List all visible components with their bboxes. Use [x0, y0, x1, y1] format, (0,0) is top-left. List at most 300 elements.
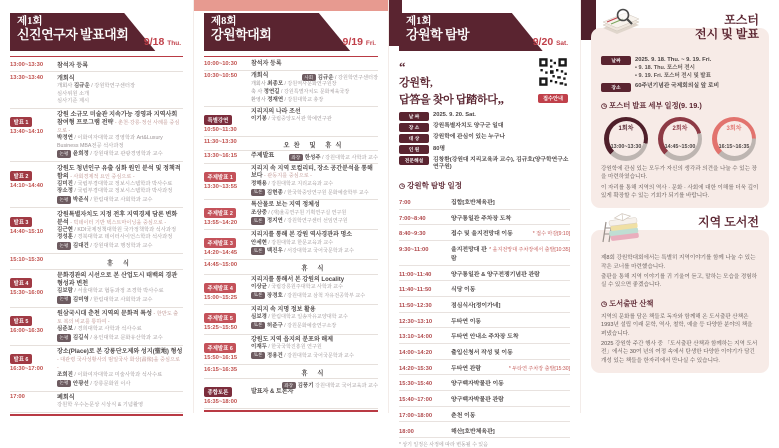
speaker-name: 윤희정 [72, 151, 89, 158]
schedule-footnote: * 상기 일정은 사정에 따라 변동될 수 있음 [399, 442, 488, 448]
speaker-name: 심보경 [251, 314, 267, 321]
speaker-name: 최종모 [267, 81, 284, 88]
session-row [204, 230, 378, 260]
day1-header [10, 13, 183, 51]
session-title: 지리지를 통해 본 강원 역사경관과 명소 [251, 232, 353, 239]
publisher-section-title-text: 도서출판 산책 [609, 298, 654, 308]
session-badge: 주제발표 6 [204, 343, 236, 353]
chair-tag: 좌장 [282, 382, 296, 389]
session-time: 13:00~13:30 [10, 61, 44, 68]
itinerary-time: 17:00~18:00 [399, 412, 433, 419]
session-row [204, 107, 378, 137]
comment-tag: 논평 [57, 150, 71, 158]
poster-rounds [601, 117, 759, 161]
speaker-affiliation: / 서강대학교 국어국문학과 교수 [282, 248, 354, 255]
session-row [204, 335, 378, 365]
itinerary-row [399, 194, 570, 210]
session-time: 10:50~11:30 [204, 126, 237, 133]
speaker-name: 허준구 [266, 322, 283, 329]
session-row [204, 365, 378, 380]
speaker-affiliation: / 강원대학교 총장 [283, 96, 324, 103]
session-time-cell [204, 262, 251, 272]
speaker-line [57, 196, 183, 205]
speaker-affiliation: / 국립부경대학교 정보시스템학과 박사과정 [72, 188, 173, 195]
session-body [251, 61, 378, 69]
speaker-line [251, 314, 378, 322]
session-title-line [57, 211, 183, 227]
speaker-affiliation: / 국립부경대학교 정보시스템학과 박사수료 [72, 180, 173, 187]
itinerary-activity: 춘천 이동 [451, 412, 476, 419]
speaker-line [57, 234, 183, 242]
itinerary-time: 14:20~15:30 [399, 365, 433, 372]
round-time: 16:15~16:35 [718, 144, 750, 151]
session-body [251, 202, 378, 228]
comment-tag: 논평 [57, 196, 71, 204]
day2-date-value: 9/19 [342, 36, 363, 48]
session-badge: 특별강연 [204, 115, 232, 125]
day3-quote-block [399, 57, 570, 108]
session-subtitle: - 관동지를 중심으로 - [262, 173, 312, 180]
session-time: 10:00~10:30 [204, 61, 238, 67]
clock-icon: ◷ [399, 182, 406, 190]
poster-card [591, 13, 769, 208]
publisher-description-1: 지역의 문화를 담은 책들로 독자와 함께해 온 도서출판 산책은 1993년 설립 이래 문학, 역사, 철학, 예술 등 다양한 분야의 책을 펴냈습니다. [601, 313, 753, 337]
session-time-cell [204, 73, 251, 104]
info-sub-item: • 9. 18. Thu. 포스터 전시 [635, 65, 695, 72]
session-row [10, 392, 183, 413]
round-ring-inner [717, 121, 752, 156]
session-title: 지리지를 통해서 본 강원의 Locality [251, 276, 345, 283]
info-sub-item: • 9. 19. Fri. 포스터 전시 및 발표 [635, 73, 711, 80]
session-time-cell [10, 111, 57, 159]
session-subtitle: - 한반도 출토 복의 비교를 통하여 - [57, 311, 179, 326]
info-label-badge: 장 소 [399, 123, 429, 132]
itinerary-time: 8:40~9:30 [399, 231, 426, 238]
session-time-cell [10, 165, 57, 206]
itinerary-row [399, 297, 570, 313]
itinerary-activity: 접수 및 을지전망대 이동 [451, 231, 513, 238]
itinerary-activity: 식당 이동 [451, 287, 476, 294]
session-badge: 주제발표 1 [204, 172, 236, 182]
session-body [251, 139, 378, 149]
session-title-line [57, 75, 183, 83]
round-label: 3회차 [726, 126, 742, 133]
session-time: 13:40~14:10 [10, 129, 44, 136]
speaker-line: 강원학 우수논문상 시상식 & 기념촬영 [57, 402, 144, 409]
break-label: 휴 식 [301, 369, 328, 377]
session-time: 15:50~16:15 [204, 354, 238, 361]
speaker-name: 정지연 [266, 218, 283, 225]
itinerary-row [399, 313, 570, 329]
day2-session-list [204, 59, 378, 409]
day1-title-line2: 신진연구자 발표대회 [17, 26, 129, 42]
day3-header [399, 13, 570, 51]
round-label: 1회차 [618, 126, 634, 133]
session-time-cell [204, 109, 251, 135]
speaker-name: 이재두 [251, 344, 267, 351]
itinerary-time: 11:00~11:40 [399, 271, 432, 278]
session-time: 13:30~16:15 [204, 153, 238, 160]
session-time: 15:00~15:25 [204, 294, 238, 301]
bookfair-books-icon [599, 208, 643, 251]
session-time: 15:25~15:50 [204, 324, 238, 331]
session-title-line [57, 272, 183, 288]
itinerary-row [399, 375, 570, 391]
session-title-line [251, 153, 378, 161]
day2-day-label: Fri. [365, 40, 376, 47]
speaker-line [57, 83, 183, 91]
session-row [204, 200, 378, 230]
session-title-line [251, 166, 378, 181]
chair-affiliation: 강원대학교 국어교육과 교수 [313, 383, 378, 390]
speaker-name: 정연길 [263, 88, 280, 95]
poster-title-line1: 포스터 [724, 13, 759, 27]
speaker-name: 이기봉 [251, 116, 267, 123]
speaker-affiliation: / 강원문화예술연구소장 [282, 322, 337, 329]
session-time: 14:45~15:00 [204, 262, 238, 269]
itinerary-row [399, 360, 570, 376]
session-body [251, 73, 378, 104]
itinerary-time: 15:40~17:00 [399, 397, 433, 404]
session-title-line [251, 202, 378, 210]
break-label: 휴 식 [107, 259, 133, 267]
slogan-line1: 강원학, [399, 77, 433, 89]
speaker-affiliation: / 한림대학교 일송자유교양대학 교수 [266, 314, 348, 321]
session-badge: 주제발표 4 [204, 283, 236, 293]
speaker-affiliation: / 용인대학교 문화유산학과 교수 [88, 335, 163, 341]
speaker-name: 안광선 [72, 380, 89, 387]
fieldtrip-schedule-title [399, 180, 570, 191]
speaker-line [251, 210, 378, 218]
session-title: 지리지 속 지역 로컬리티, 장소 공간분석을 통해 보다 - 관동지를 중심으로 - [251, 165, 373, 180]
speaker-line: 심사기준 제시 [57, 98, 90, 105]
speaker-affiliation: / 한림대학교 사회학과 교수 [88, 296, 153, 303]
round-ring [604, 117, 648, 161]
bookfair-description-1: 제8회 강원학대회에서는 특별히 지역이야기를 함께 나눌 수 있는 작은 코너를 마련했습니다. [601, 255, 756, 270]
poster-description-1: 강원학에 관심 있는 모두가 자신의 생각과 의견을 나눌 수 있는 장을 마련하였습니다. [601, 165, 758, 181]
itinerary-row [399, 422, 570, 438]
speaker-line [251, 247, 378, 256]
session-time-cell [10, 75, 57, 106]
speaker-name: 조희진 [57, 371, 73, 378]
itinerary-note: * 접수 마감[9:10] [532, 231, 570, 238]
day2-title-line2: 강원학대회 [211, 26, 272, 42]
itinerary-row [399, 266, 570, 282]
session-title-line [251, 232, 378, 240]
speaker-affiliation: / 한국학중앙연구원 문화예술학부 교수 [282, 189, 369, 196]
speaker-role: 개회사 [251, 81, 268, 88]
session-title: 지리지 속 지명 정보 활용 [251, 306, 316, 313]
itinerary-row [399, 328, 570, 344]
qr-code-icon [538, 57, 568, 87]
itinerary-activity: 점심식사[정이가네] [451, 303, 501, 310]
session-chair [302, 73, 378, 81]
speaker-affiliation: / 한국국학진흥원 연구원 [266, 344, 322, 351]
speaker-affiliation: / 한림대학교 사회학과 교수 [88, 197, 153, 204]
session-row [204, 164, 378, 200]
info-value: 강원특별자치도 양구군 일대 [433, 123, 504, 130]
speaker-line [251, 217, 378, 226]
itinerary-note: * 두타연 주차장 출발[15:30] [508, 365, 570, 372]
itinerary-activity: 출입신청서 작성 및 이동 [451, 350, 513, 357]
session-title: 개회식 [251, 73, 269, 80]
session-body [57, 310, 183, 343]
speaker-line [57, 372, 183, 380]
session-time-cell [204, 367, 251, 377]
speaker-name: 정성훈 [57, 234, 73, 241]
session-time-cell [10, 211, 57, 252]
speaker-line [251, 292, 378, 301]
speaker-line [251, 344, 378, 352]
chair-affiliation: / 강원대학교 사학과 교수 [320, 155, 378, 162]
session-body [251, 153, 378, 161]
speaker-affiliation: / 이화여자대학교 미술사학과 석사수료 [72, 371, 163, 378]
session-time: 15:10~15:30 [10, 256, 44, 263]
info-row [399, 145, 570, 154]
divider [204, 56, 378, 57]
speaker-name: 김현종 [266, 189, 283, 196]
info-value: 2025. 9. 20. Sat. [433, 112, 476, 118]
fieldtrip-slogan [399, 57, 504, 108]
bookfair-description-2: 출판을 통해 지역 이야기를 귀 기울여 듣고, 말하는 모습을 경험하실 수 있으면 좋겠습니다. [601, 274, 758, 289]
session-time: 14:20~14:45 [204, 250, 238, 257]
day3-title-line2: 강원학 탐방 [406, 26, 470, 42]
itinerary-row [399, 241, 570, 266]
session-body [57, 111, 183, 159]
session-row [10, 109, 183, 163]
day3-title-line1: 제1회 [406, 16, 432, 27]
itinerary-time: 13:10~14:00 [399, 334, 433, 341]
session-body [251, 367, 378, 377]
comment-tag: 토론 [251, 352, 265, 359]
speaker-line [251, 116, 378, 124]
session-badge: 발표 2 [10, 171, 32, 181]
session-time-cell [204, 232, 251, 258]
itinerary-time: 11:50~12:30 [399, 303, 432, 310]
speaker-affiliation: / 국립강릉원주대학교 사학과 교수 [266, 284, 343, 291]
speaker-role: 개회사 [57, 82, 74, 89]
speaker-affiliation: / 강원역사문화연구원장 [283, 81, 337, 88]
divider [204, 410, 378, 412]
chair-name: 한성주 [304, 155, 321, 162]
session-time-cell [204, 61, 251, 69]
session-row [204, 260, 378, 275]
speaker-name: 장소정 [57, 188, 73, 195]
speaker-affiliation: / 강원대학교 지리교육과 교수 [266, 181, 334, 188]
speaker-name: 정용건 [266, 352, 283, 359]
session-row [10, 162, 183, 208]
session-badge: 발표 4 [10, 278, 32, 288]
speaker-line [251, 97, 378, 105]
info-label-badge: 전문해설 [399, 156, 429, 165]
session-body [57, 165, 183, 206]
session-time: 14:40~15:10 [10, 228, 44, 235]
session-time: 13:30~13:55 [204, 183, 238, 190]
session-title: 참석자 등록 [251, 61, 282, 67]
session-row [10, 208, 183, 254]
comment-tag: 토론 [251, 247, 265, 254]
itinerary-activity: 양구통일관 주차장 도착 [451, 215, 512, 222]
day2-date [343, 36, 376, 48]
speaker-name: 김길식 [72, 335, 89, 341]
comment-tag: 토론 [251, 189, 265, 196]
clock-icon: ◷ [601, 300, 608, 308]
speaker-name: 이상균 [251, 284, 267, 291]
speaker-name: 김근현 [57, 226, 73, 233]
session-time: 15:30~16:00 [10, 290, 44, 297]
speaker-affiliation: / 강원대학교 국어국문학과 교수 [282, 352, 354, 359]
poster-card-title [695, 14, 759, 42]
itinerary-activity: 양구통일관 & 양구전쟁기념관 관람 [451, 271, 540, 278]
speaker-affiliation: / (재)율곡연구원 기획연구실 연구원 [266, 209, 347, 216]
comment-tag: 논평 [57, 334, 71, 342]
itinerary-time: 15:30~15:40 [399, 381, 433, 388]
poster-schedule-title-text: 포스터 발표 세부 일정(9. 19.) [609, 100, 702, 110]
info-label-badge: 인 원 [399, 145, 429, 154]
itinerary-activity: 두타연 관람 [451, 365, 482, 372]
session-time-cell [204, 166, 251, 198]
session-time-cell [10, 62, 57, 70]
session-body [251, 232, 378, 258]
speaker-affiliation: / 강원대학교 행정학과 교수 [88, 243, 153, 250]
session-time: 10:30~10:50 [204, 73, 238, 80]
panel-day3-fieldtrip [388, 0, 580, 448]
session-badge: 주제발표 5 [204, 313, 236, 323]
day1-session-list [10, 59, 183, 413]
info-row [399, 156, 570, 172]
session-badge: 주제발표 3 [204, 238, 236, 248]
itinerary-activity: 양구백자박물관 관람 [451, 397, 504, 404]
speaker-name: 안세현 [251, 239, 267, 246]
speaker-line [251, 284, 378, 292]
speaker-name: 박정연 [57, 134, 73, 141]
session-title-line [251, 381, 378, 389]
session-badge: 발표 1 [10, 117, 32, 127]
info-row [399, 134, 570, 143]
session-time-cell [10, 310, 57, 343]
speaker-line [57, 380, 183, 389]
round-label: 2회차 [672, 126, 688, 133]
session-subtitle: - 대관령 국사성황사의 범일국사 화상(畵像)을 중심으로 - [57, 357, 180, 372]
chair-tag: 좌장 [289, 154, 303, 161]
day1-day-label: Thu. [167, 40, 181, 47]
session-body [57, 62, 183, 70]
speaker-affiliation: / 강원학연구센터 선임연구원 [282, 218, 348, 225]
comment-tag: 논평 [57, 380, 71, 388]
itinerary-row [399, 391, 570, 407]
itinerary-activity: 을지전망대 관람 [451, 246, 487, 262]
session-subtitle: - 사회경제적 요인 중심으로 - [68, 173, 135, 180]
info-label-badge: 장소 [601, 83, 631, 92]
session-badge: 발표 3 [10, 217, 32, 227]
session-body [57, 272, 183, 305]
session-title: 개회식 [57, 74, 75, 82]
session-time-cell [10, 257, 57, 267]
session-time: 13:30~13:40 [10, 74, 44, 81]
session-time-cell [10, 394, 57, 409]
session-title: 강원특별자치도 지정 전후 지역경제 담론 변화 분석 - 빅데이터 기반 텍스트마이닝을 중심으로 - [57, 210, 178, 226]
speaker-name: 김미진 [57, 180, 73, 187]
session-row [204, 59, 378, 71]
speaker-line [251, 352, 378, 361]
break-label: 오찬 및 휴식 [283, 141, 346, 149]
session-badge: 발표 6 [10, 354, 32, 364]
session-body [251, 109, 378, 135]
speaker-line [57, 296, 183, 305]
session-time-cell [204, 202, 251, 228]
session-title-line [251, 61, 378, 69]
day1-date [144, 36, 181, 48]
session-subtitle: - 빅데이터 기반 텍스트마이닝을 중심으로 - [68, 219, 167, 226]
fieldtrip-schedule-list [399, 194, 570, 438]
session-title: 폐회식 [57, 394, 75, 402]
speaker-name: 김규운 [73, 82, 90, 89]
itinerary-time: 11:40~11:50 [399, 287, 432, 294]
session-time: 11:30~13:30 [204, 138, 237, 145]
round-ring-inner [663, 121, 698, 156]
session-title: 주제발표 [251, 153, 275, 160]
session-row [10, 270, 183, 308]
info-value: 2025. 9. 18. Thu. ~ 9. 19. Fri. • 9. 18. Thu. 포스터 전시 • 9. 19. Fri. 포스터 전시 및 발표 [635, 56, 712, 80]
speaker-name: 김보람 [57, 288, 73, 294]
info-row [399, 123, 570, 132]
day2-title-line1: 제8회 [211, 16, 237, 27]
session-row [204, 305, 378, 335]
speaker-name: 김미영 [72, 296, 89, 303]
session-row [10, 254, 183, 270]
itinerary-row [399, 344, 570, 360]
session-body [251, 166, 378, 198]
itinerary-activity: 해산[호반체육관] [451, 428, 495, 435]
speaker-line [251, 81, 378, 89]
session-row [10, 346, 183, 392]
speaker-line [251, 189, 378, 198]
session-time-cell [204, 381, 251, 407]
info-value: 김창환(강원대 지리교육과 교수), 김규호(양구학연구소 연구원) [433, 156, 569, 171]
speaker-affiliation: / 서울대학교 협동과정 조경학 박사수료 [72, 288, 164, 294]
slogan-line2 [399, 91, 504, 108]
session-title: 참석자 등록 [57, 61, 89, 69]
comment-tag: 논평 [57, 296, 71, 304]
itinerary-time: 9:30~11:00 [399, 246, 429, 253]
session-body [57, 394, 183, 409]
round-ring [658, 117, 702, 161]
round-ring-inner [609, 121, 644, 156]
session-body [57, 75, 183, 106]
poster-info-list [601, 56, 759, 92]
session-row [204, 71, 378, 107]
chair-name: 김규운 [317, 75, 334, 82]
info-value: 강원학에 관심이 있는 누구나 [433, 134, 506, 141]
speaker-name: 백진우 [266, 248, 283, 255]
comment-tag: 토론 [251, 292, 265, 299]
session-time: 14:10~14:40 [10, 182, 44, 189]
session-title: 강원 소규모 미술관 지속가능 경영과 지역사회 참여형 프로그램 전략 - 춘천·강릉·정선 사례를 중심으로 - [57, 111, 180, 134]
session-body [251, 381, 378, 407]
speaker-line [251, 240, 378, 248]
session-row [10, 308, 183, 346]
speaker-affiliation: / 강원대학교 삼척 자유전공학부 교수 [282, 292, 366, 299]
speaker-affiliation: / 강원학연구센터장 [89, 82, 136, 89]
poster-documents-magnifier-icon [599, 6, 643, 45]
session-time: 16:35~18:00 [204, 399, 238, 406]
session-subtitle: - 춘천·강릉·정선 사례를 중심으로 - [57, 120, 180, 134]
session-time-cell [204, 153, 251, 161]
day3-date [533, 36, 568, 48]
poster-description-2: 이 자리를 통해 지역의 역사 · 문화 · 사회에 대한 이해를 더욱 깊이 있게 확장할 수 있는 기회가 되기를 바랍니다. [601, 184, 759, 199]
speaker-line [57, 188, 183, 196]
speaker-line [251, 181, 378, 189]
